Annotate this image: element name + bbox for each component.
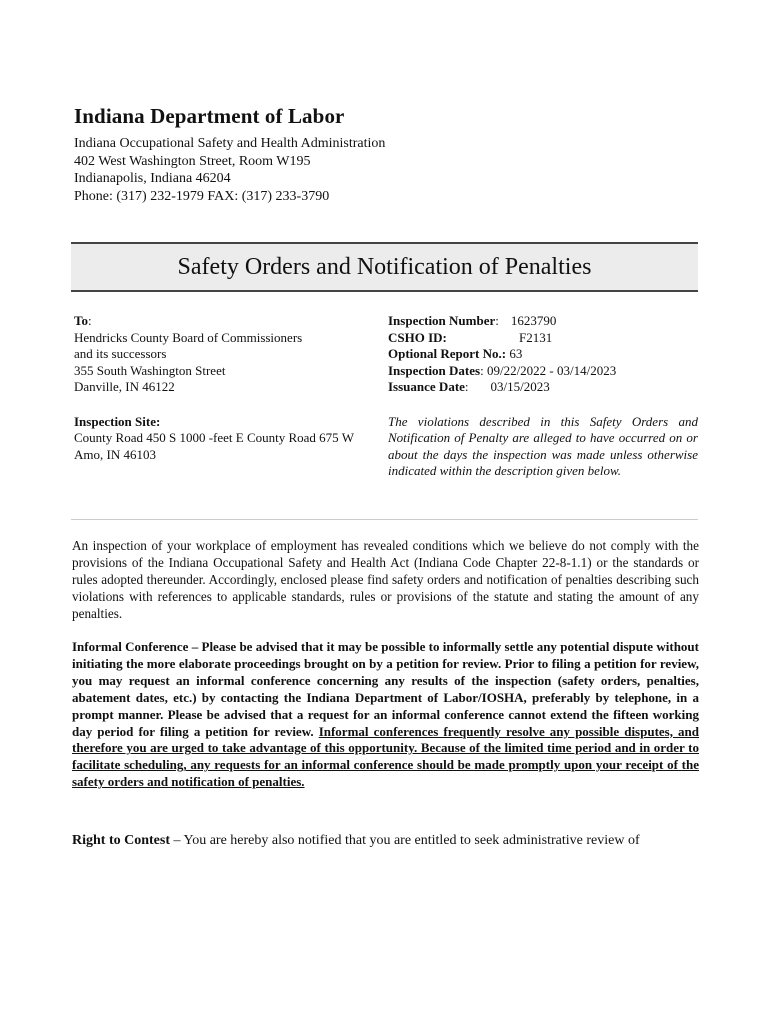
inspection-site-label: Inspection Site: bbox=[74, 413, 161, 429]
inspection-number-label: Inspection Number bbox=[388, 313, 496, 328]
right-to-contest-heading: Right to Contest bbox=[72, 833, 170, 848]
inspection-number-row bbox=[388, 313, 698, 330]
inspection-dates-row bbox=[388, 363, 698, 380]
address-line-1: 402 West Washington Street, Room W195 bbox=[74, 153, 311, 169]
inspection-number-colon: : bbox=[495, 313, 499, 328]
right-to-contest-text: – You are hereby also notified that you are entitled to seek administrative review of bbox=[170, 833, 640, 848]
inspection-details bbox=[388, 313, 698, 480]
inspection-site-line: County Road 450 S 1000 -feet E County Road 675 W bbox=[74, 430, 354, 445]
optional-report-label: Optional Report No.: bbox=[388, 346, 507, 361]
inspection-dates-label: Inspection Dates bbox=[388, 362, 481, 378]
section-divider bbox=[71, 519, 698, 520]
issuance-date-row bbox=[388, 379, 698, 396]
informal-conference-heading: Informal Conference bbox=[72, 639, 189, 654]
informal-conference-paragraph bbox=[72, 639, 699, 791]
to-colon: : bbox=[87, 313, 92, 328]
document-title: Safety Orders and Notification of Penalties bbox=[177, 253, 592, 280]
inspection-site-line: Amo, IN 46103 bbox=[74, 446, 156, 462]
issuance-date-colon: : bbox=[464, 379, 469, 394]
csho-label: CSHO ID: bbox=[388, 329, 447, 345]
inspection-site bbox=[74, 414, 379, 464]
to-label: To bbox=[74, 313, 88, 328]
right-to-contest-paragraph bbox=[72, 833, 699, 850]
violations-note: The violations described in this Safety Orders and Notification of Penalty are alleged to have occurred on or about the days the inspection was made unless otherwise indicated within the description given below. bbox=[388, 413, 698, 478]
letterhead bbox=[74, 104, 385, 205]
issuance-date-label: Issuance Date bbox=[388, 379, 465, 394]
to-heading bbox=[74, 313, 379, 330]
recipient-line: Danville, IN 46122 bbox=[74, 379, 175, 394]
title-band bbox=[71, 242, 698, 292]
address-line-2: Indianapolis, Indiana 46204 bbox=[74, 171, 231, 186]
org-name: Indiana Department of Labor bbox=[74, 104, 345, 128]
division-name: Indiana Occupational Safety and Health Administration bbox=[74, 136, 386, 151]
inspection-dates-value: : 09/22/2022 - 03/14/2023 bbox=[480, 362, 617, 378]
csho-value: F2131 bbox=[519, 329, 553, 345]
optional-report-row bbox=[388, 346, 698, 363]
csho-row bbox=[388, 330, 698, 347]
inspection-number-value: 1623790 bbox=[510, 313, 557, 328]
informal-conference-underlined: Informal conferences frequently resolve any possible disputes, and therefore you are urged to take advantage of this opportunity. Because of the limited time period and in order to facilitate scheduling, any requests for an informal conference should be made promptly upon your receipt of the safety orders and notification of penalties. bbox=[72, 723, 699, 790]
recipient-line: 355 South Washington Street bbox=[74, 362, 226, 378]
recipient-line: and its successors bbox=[74, 346, 167, 361]
recipient-line: Hendricks County Board of Commissioners bbox=[74, 329, 303, 345]
informal-conference-text: – Please be advised that it may be possible to informally settle any potential dispute without initiating the more elaborate proceedings brought on by a petition for review. Prior to filing a petition for review, you may request an informal conference concerning any results of the inspection (safety orders, penalties, abatement dates, etc.) by contacting the Indiana Department of Labor/IOSHA, preferably by telephone, in a prompt manner. Please be advised that a request for an informal conference cannot extend the fifteen working day period for filing a petition for review. bbox=[72, 639, 699, 739]
issuance-date-value: 03/15/2023 bbox=[490, 379, 550, 394]
optional-report-value: 63 bbox=[509, 346, 523, 361]
intro-paragraph: An inspection of your workplace of employment has revealed conditions which we believe do not comply with the provisions of the Indiana Occupational Safety and Health Act (Indiana Code Chapter 22-8-1.1) or the standards or rules adopted thereunder. Accordingly, enclosed please find safety orders and notification of penalties describing such violations with references to applicable standards, rules or provisions of the statute and stating the amount of any penalties. bbox=[72, 538, 699, 621]
phone-fax-line: Phone: (317) 232-1979 FAX: (317) 233-3790 bbox=[74, 188, 330, 204]
recipient-column bbox=[74, 313, 379, 463]
